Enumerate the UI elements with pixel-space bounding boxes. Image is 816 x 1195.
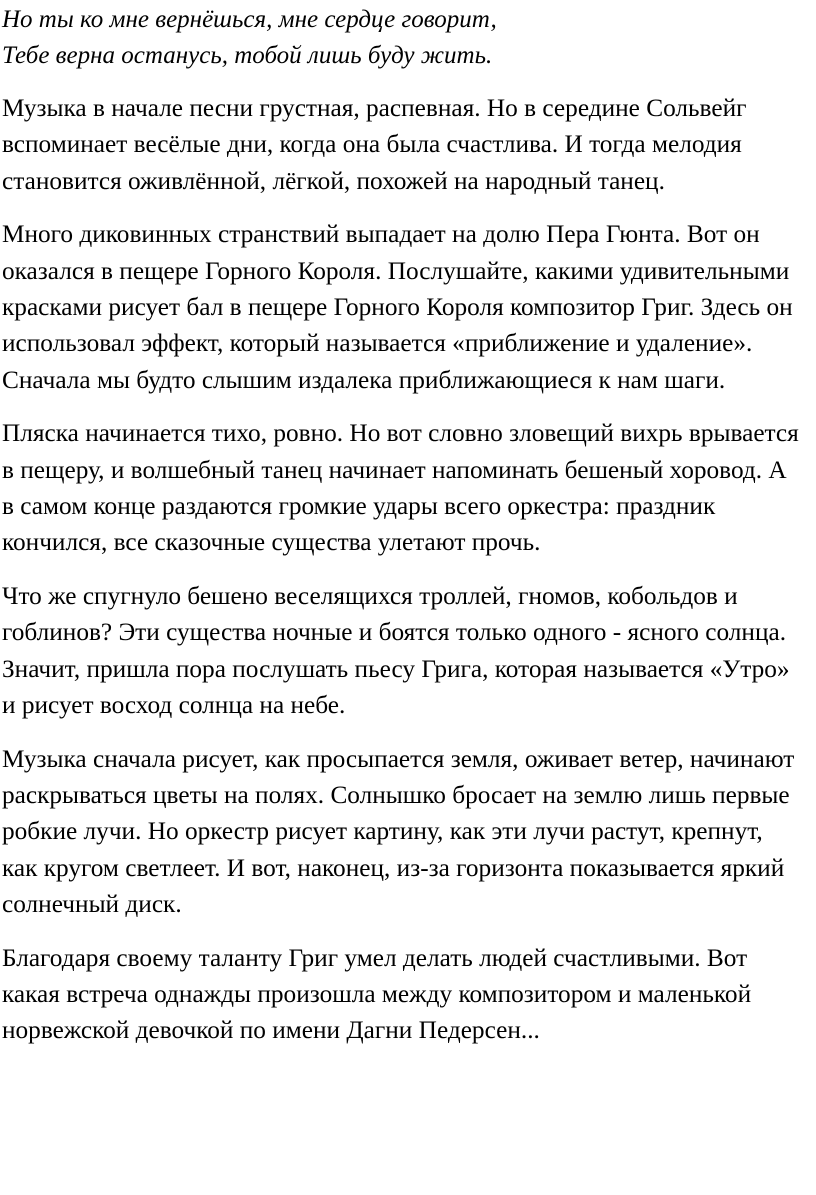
paragraph-mountain-king-hall: Много диковинных странствий выпадает на долю Пера Гюнта. Вот он оказался в пещере Горного Короля. Послушайте, какими удивительными красками рисует бал в пещере Горного Короля композитор Григ. Здесь он использовал эффект, который называется «приближение и удаление». Сначала мы будто слышим издалека приближающиеся к нам шаги. — [2, 220, 793, 394]
poem-line: Тебе верна останусь, тобой лишь буду жить. — [2, 42, 493, 69]
paragraph-solveig-song: Музыка в начале песни грустная, распевная. Но в середине Сольвейг вспоминает весёлые дни, когда она была счастлива. И тогда мелодия становится оживлённой, лёгкой, похожей на народный танец. — [2, 94, 747, 195]
paragraph-dance: Пляска начинается тихо, ровно. Но вот словно зловещий вихрь врывается в пещеру, и волшебный танец начинает напоминать бешеный хоровод. А в самом конце раздаются громкие удары всего оркестра: праздник кончился, все сказочные существа улетают прочь. — [2, 419, 799, 557]
paragraph-morning-intro: Что же спугнуло бешено веселящихся троллей, гномов, кобольдов и гоблинов? Эти существа ночные и боятся только одного - ясного солнца. Значит, пришла пора послушать пьесу Грига, которая называется «Утро» и рисует восход солнца на небе. — [2, 581, 790, 720]
poem-line: Но ты ко мне вернёшься, мне сердце говорит, — [2, 6, 497, 33]
poem-quote — [2, 0, 802, 74]
paragraph-grieg-talent: Благодаря своему таланту Григ умел делать людей счастливыми. Вот какая встреча однажды произошла между композитором и маленькой норвежской девочкой по имени Дагни Педерсен... — [2, 943, 752, 1045]
paragraph-morning-music: Музыка сначала рисует, как просыпается земля, оживает ветер, начинают раскрываться цветы на полях. Солнышко бросает на землю лишь первые робкие лучи. Но оркестр рисует картину, как эти лучи растут, крепнут, как кругом светлеет. И вот, наконец, из-за горизонта показывается яркий солнечный диск. — [2, 744, 795, 919]
